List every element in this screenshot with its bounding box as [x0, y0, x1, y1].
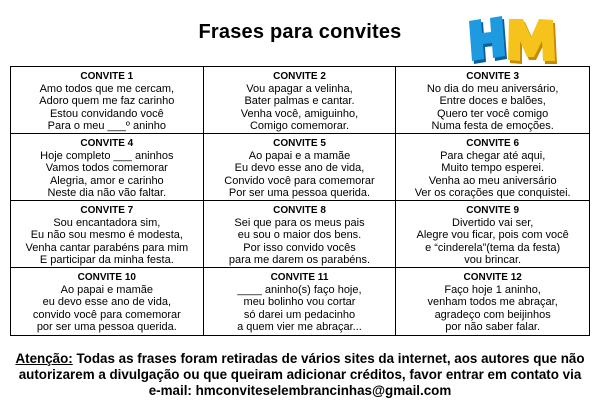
convite-line: Venha cantar parabéns para mim	[25, 241, 189, 254]
convite-card	[11, 67, 204, 134]
convite-title: CONVITE 6	[466, 138, 520, 149]
convite-line: Vamos todos comemorar	[45, 162, 168, 175]
note-email: e-mail: hmconviteselembrancinhas@gmail.com	[148, 383, 452, 398]
convite-line: Alegria, amor e carinho	[49, 174, 164, 187]
convite-title: CONVITE 8	[273, 205, 326, 216]
convite-card	[11, 201, 204, 268]
convite-card	[11, 134, 204, 201]
convite-card	[396, 134, 589, 201]
logo-letter-h	[469, 16, 507, 64]
convite-line: Sei que para os meus pais	[234, 217, 365, 229]
convite-title: CONVITE 9	[466, 205, 520, 216]
convite-line: eu sou o maior dos bens.	[237, 229, 362, 242]
convite-card	[204, 134, 397, 201]
convite-card	[204, 201, 397, 268]
convite-line: Divertido vai ser,	[452, 217, 534, 229]
convite-line: Para o meu ___º aninho	[47, 120, 167, 133]
convite-line: Muito tempo esperei.	[441, 162, 545, 175]
attribution-note	[0, 351, 600, 399]
invitation-grid	[10, 66, 590, 336]
note-line-2: autorizarem a divulgação ou que queiram adicionar créditos, favor entrar em contato via	[18, 367, 582, 382]
convite-line: só darei um pedacinho	[243, 308, 356, 321]
convite-line: Venha você, amiguinho,	[240, 107, 359, 120]
convite-card	[204, 67, 397, 134]
convite-line: por ser uma pessoa querida.	[36, 321, 177, 334]
convite-line: Alegre vou ficar, pois com você	[416, 229, 569, 242]
convite-line: Amo todos que me cercam,	[39, 83, 175, 95]
convite-line: Eu não sou mesmo é modesta,	[30, 229, 183, 242]
convite-line: venham todos me abraçar,	[427, 296, 558, 309]
convite-line: Estou convidando você	[49, 107, 164, 120]
convite-card	[396, 67, 589, 134]
convite-title: CONVITE 4	[80, 138, 134, 149]
convite-line: Comigo comemorar.	[249, 120, 350, 133]
convite-line: vou brincar.	[464, 254, 522, 267]
convite-title: CONVITE 11	[270, 272, 329, 283]
convite-line: Vou apagar a velinha,	[246, 83, 353, 95]
convite-line: e “cinderela”(tema da festa)	[425, 241, 561, 254]
convite-title: CONVITE 12	[463, 272, 522, 283]
convite-line: Sou encantadora sim,	[53, 217, 161, 229]
convite-line: Bater palmas e cantar.	[244, 95, 355, 108]
page-title: Frases para convites	[198, 21, 402, 43]
convite-line: Ao papai e a mamãe	[248, 150, 351, 162]
convite-title: CONVITE 10	[77, 272, 136, 283]
convite-line: Adoro quem me faz carinho	[39, 95, 175, 108]
convite-line: a quem vier me abraçar...	[237, 321, 362, 334]
convite-line: Convido você para comemorar	[224, 174, 375, 187]
convite-line: Por ser uma pessoa querida.	[228, 187, 371, 200]
convite-line: Faço hoje 1 aninho,	[444, 284, 541, 296]
convite-line: meu bolinho vou cortar	[243, 296, 356, 309]
convite-line: eu devo esse ano de vida,	[42, 296, 172, 309]
convite-title: CONVITE 7	[80, 205, 134, 216]
convite-line: ____ aninho(s) faço hoje,	[237, 284, 362, 296]
convite-title: CONVITE 2	[273, 71, 326, 82]
note-lead: Atenção:	[15, 351, 73, 366]
convite-line: convido você para comemorar	[32, 308, 181, 321]
convite-line: agradeço com beijinhos	[434, 308, 551, 321]
convite-line: Entre doces e balões,	[439, 95, 546, 108]
convite-line: Numa festa de emoções.	[431, 120, 554, 133]
convite-line: por não saber falar.	[445, 321, 541, 334]
convite-line: No dia do meu aniversário,	[426, 83, 559, 95]
convite-line: Hoje completo ___ aninhos	[40, 150, 174, 162]
convite-card	[396, 268, 589, 335]
convite-line: Neste dia não vão faltar.	[47, 187, 167, 200]
convite-line: Para chegar até aqui,	[440, 150, 546, 162]
logo-letter-m	[508, 19, 557, 64]
convite-line: Eu devo esse ano de vida,	[234, 162, 365, 175]
convite-title: CONVITE 1	[80, 71, 134, 82]
convite-line: Venha ao meu aniversário	[428, 174, 557, 187]
convite-line: E participar da minha festa.	[39, 254, 174, 267]
convite-line: Quero ter você comigo	[437, 107, 549, 120]
note-line-1: Todas as frases foram retiradas de vários sites da internet, aos autores que não	[72, 351, 585, 366]
convite-line: Ver os corações que conquistei.	[414, 187, 571, 200]
convite-line: para me darem os parabéns.	[228, 254, 371, 267]
convite-line: Ao papai e mamãe	[60, 284, 153, 296]
convite-card	[396, 201, 589, 268]
convite-title: CONVITE 3	[466, 71, 520, 82]
convite-card	[11, 268, 204, 335]
convite-card	[204, 268, 397, 335]
convite-line: Por isso convido vocês	[243, 241, 356, 254]
hm-logo	[459, 11, 569, 69]
convite-title: CONVITE 5	[273, 138, 326, 149]
